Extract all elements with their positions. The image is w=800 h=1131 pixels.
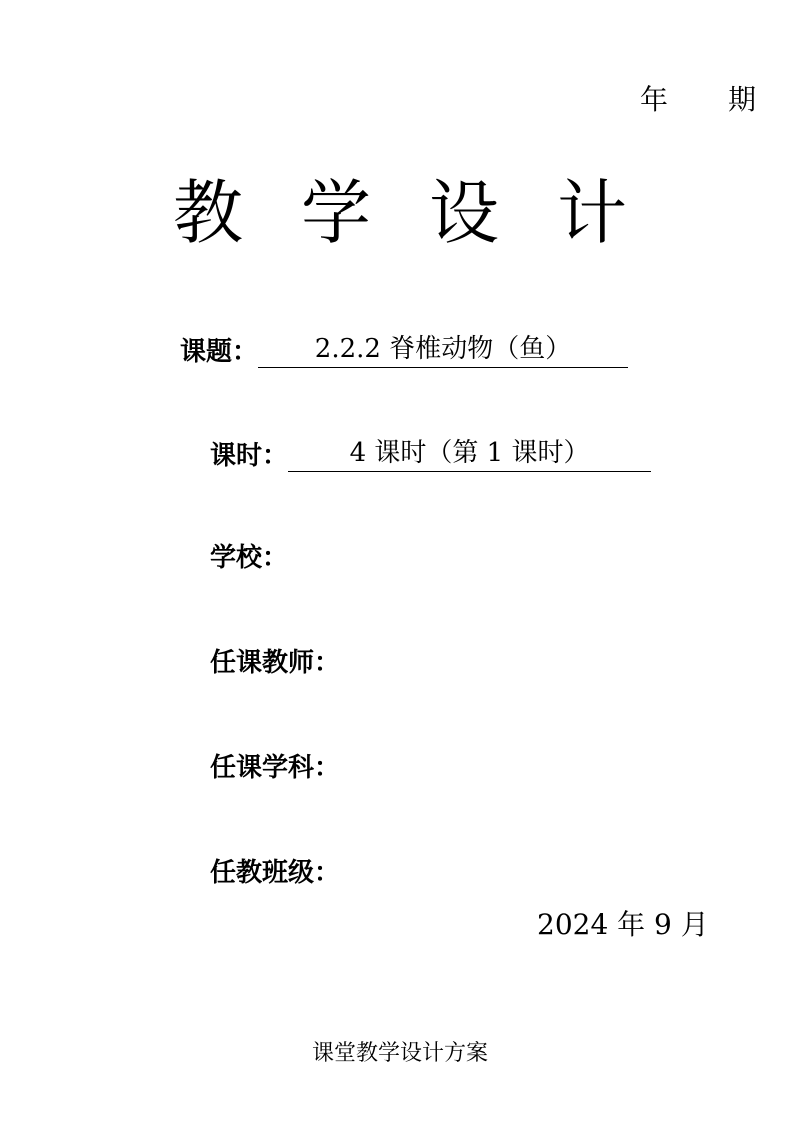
school-label: 学校： [210,543,289,573]
year-term-header [640,78,756,118]
class-field [210,852,340,889]
term-label: 期 [727,83,756,116]
hours-value: 4 课时（第 1 课时） [288,432,651,472]
topic-label: 课题： [180,337,259,367]
hours-field [210,432,651,472]
document-date: 2024 年 9 月 [537,908,709,941]
teacher-label: 任课教师： [210,648,341,678]
year-label: 年 [639,83,668,116]
subject-field [210,747,340,784]
page-title: 教学设计 [173,172,685,254]
topic-value: 2.2.2 脊椎动物（鱼） [258,328,628,368]
subject-label: 任课学科： [210,753,341,783]
school-field [210,537,288,574]
footer-text: 课堂教学设计方案 [311,1041,488,1066]
hours-label: 课时： [210,441,289,471]
teacher-field [210,642,340,679]
topic-field [180,328,628,368]
class-label: 任教班级： [210,858,341,888]
